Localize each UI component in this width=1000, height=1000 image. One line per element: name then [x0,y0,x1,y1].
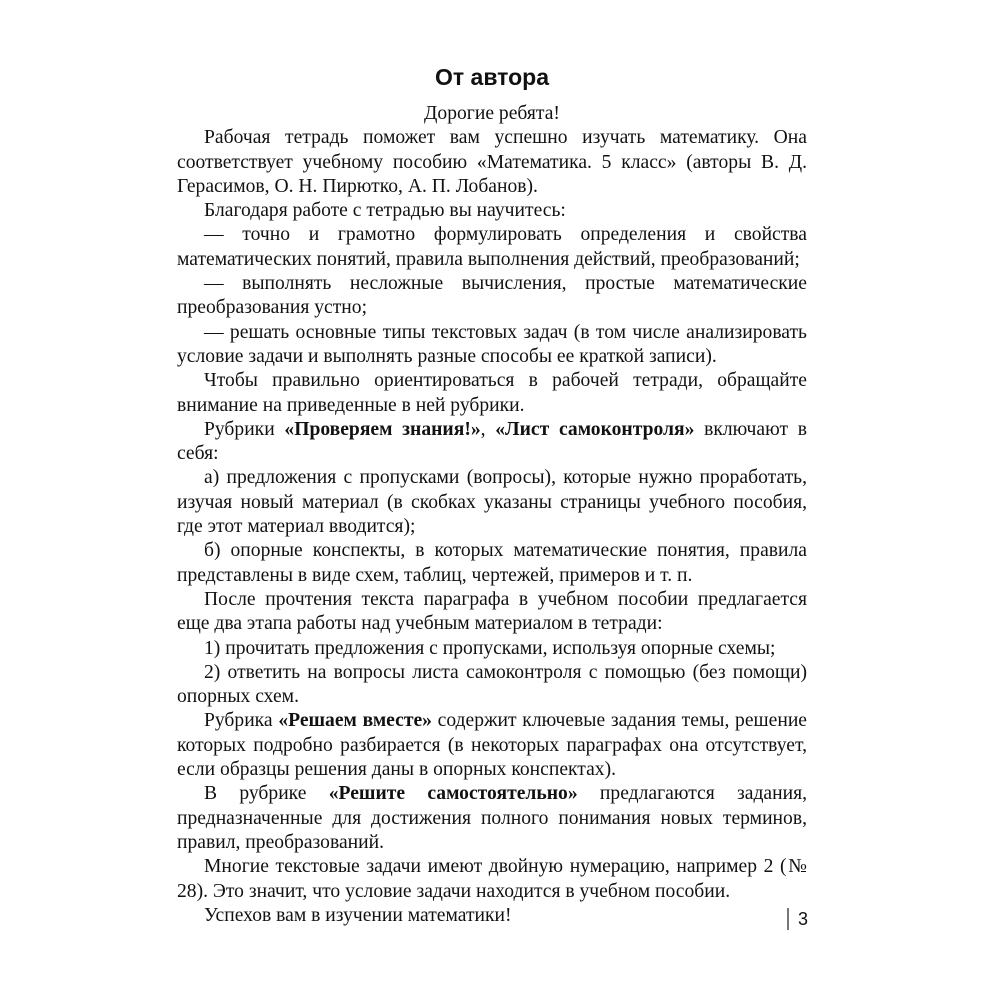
page-title: От автора [434,64,550,90]
greeting: Дорогие ребята! [424,103,560,124]
paragraph-list [177,126,807,928]
paragraph-text: а) предложения с пропусками (вопросы), которые нужно проработать, изучая новый материал (в скобках указаны страницы учебного пособия, где этот материал вводится); [177,467,807,538]
paragraph [177,369,807,418]
rubric-name: «Решите самостоятельно» [328,783,578,805]
paragraph [177,661,807,710]
paragraph-text: — выполнять несложные вычисления, простые математические преобразования устно; [177,273,807,319]
paragraph-text: б) опорные конспекты, в которых математические понятия, правила представлены в виде схем, таблиц, чертежей, примеров и т. п. [177,540,807,586]
rubric-name: «Лист самоконтроля» [495,418,695,440]
paragraph [177,588,807,637]
paragraph-text: Успехов вам в изучении математики! [204,904,512,926]
paragraph-text: предлагаются задания, предназначенные для достижения полного понимания новых терминов, правил, преобразований. [177,783,807,853]
paragraph-text: Многие текстовые задачи имеют двойную нумерацию, например 2 (№ 28). Это значит, что условие задачи находится в учебном пособии. [177,856,807,902]
paragraph-text: В рубрике [204,783,329,805]
paragraph [177,709,807,782]
paragraph-text: Рабочая тетрадь поможет вам успешно изучать математику. Она соответствует учебному пособию «Математика. 5 класс» (авторы В. Д. Герасимов, О. Н. Пирютко, А. П. Лобанов). [177,127,807,197]
paragraph-text: включают в себя: [177,418,807,465]
paragraph-text: , [480,418,496,440]
paragraph [177,126,807,199]
paragraph [177,904,807,928]
paragraph [177,855,807,904]
paragraph [177,418,807,467]
paragraph [177,272,807,321]
paragraph-text: Благодаря работе с тетрадью вы научитесь: [204,200,566,222]
paragraph [177,199,807,223]
paragraph-text: — решать основные типы текстовых задач (в том числе анализировать условие задачи и выполнять разные способы ее краткой записи). [177,321,807,367]
paragraph [177,321,807,370]
paragraph [177,782,807,855]
body-text [177,102,807,928]
paragraph-text: 1) прочитать предложения с пропусками, используя опорные схемы; [204,637,776,659]
paragraph [177,637,807,661]
paragraph-text: Рубрика [204,710,279,732]
paragraph-text: После прочтения текста параграфа в учебном пособии предлагается еще два этапа работы над учебным материалом в тетради: [177,588,807,635]
document-page [177,60,807,928]
paragraph-text: содержит ключевые задания темы, решение которых подробно разбирается (в некоторых параграфах она отсутствует, если образцы решения даны в опорных конспектах). [177,710,807,781]
paragraph-text: — точно и грамотно формулировать определения и свойства математических понятий, правила выполнения действий, преобразований; [177,224,807,270]
page-number: 3 [787,908,808,930]
rubric-name: «Проверяем знания!» [284,418,481,440]
paragraph-text: Рубрики [204,418,285,440]
paragraph-text: 2) ответить на вопросы листа самоконтроля с помощью (без помощи) опорных схем. [177,661,807,708]
paragraph [177,539,807,588]
paragraph [177,223,807,272]
paragraph-text: Чтобы правильно ориентироваться в рабочей тетради, обращайте внимание на приведенные в ней рубрики. [177,370,807,416]
paragraph [177,466,807,539]
rubric-name: «Решаем вместе» [278,710,432,732]
